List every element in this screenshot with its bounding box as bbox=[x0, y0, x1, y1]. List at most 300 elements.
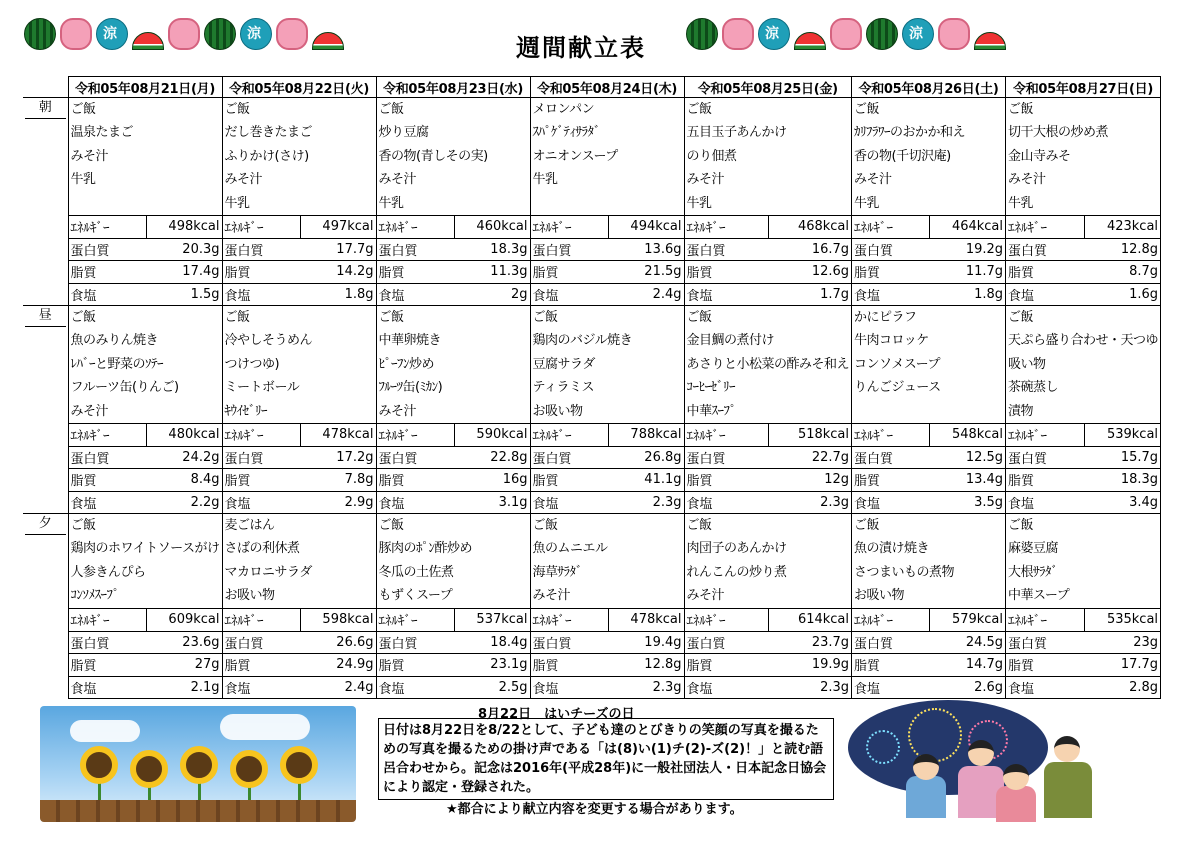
salt-label: 食塩 bbox=[530, 283, 608, 306]
day-header: 令和05年08月23日(水) bbox=[376, 77, 530, 98]
protein-value: 22.7g bbox=[769, 446, 852, 469]
energy-value: 497kcal bbox=[300, 216, 376, 239]
salt-label: 食塩 bbox=[852, 676, 930, 699]
protein-label: 蛋白質 bbox=[1006, 631, 1085, 654]
dish-item: みそ汁 bbox=[686, 588, 725, 604]
dish-item: ご飯 bbox=[854, 102, 880, 117]
salt-value: 1.5g bbox=[146, 283, 222, 306]
fat-value: 11.7g bbox=[930, 261, 1006, 284]
dish-item: 香の物(青しその実) bbox=[378, 148, 488, 164]
dish-item: 肉団子のあんかけ bbox=[686, 541, 787, 557]
fat-value: 27g bbox=[146, 654, 222, 677]
dish-list bbox=[376, 514, 530, 609]
fat-label: 脂質 bbox=[1006, 261, 1085, 284]
dish-item: 豚肉のﾎﾟﾝ酢炒め bbox=[378, 541, 473, 557]
salt-value: 1.8g bbox=[930, 283, 1006, 306]
girl-face bbox=[1003, 764, 1029, 790]
dish-item: 牛乳 bbox=[224, 195, 250, 211]
fat-value: 23.1g bbox=[454, 654, 530, 677]
energy-value: 478kcal bbox=[608, 609, 684, 632]
salt-value: 2.3g bbox=[769, 491, 852, 514]
energy-value: 788kcal bbox=[608, 424, 684, 447]
energy-label: ｴﾈﾙｷﾞｰ bbox=[68, 424, 146, 447]
protein-label: 蛋白質 bbox=[530, 238, 608, 261]
fat-row bbox=[23, 469, 1161, 492]
father-face bbox=[1054, 736, 1080, 762]
energy-value: 518kcal bbox=[769, 424, 852, 447]
fat-label: 脂質 bbox=[376, 654, 454, 677]
dish-item: 牛肉コロッケ bbox=[854, 333, 929, 349]
dish-item: 牛乳 bbox=[854, 195, 880, 211]
salt-value: 2.3g bbox=[769, 676, 852, 699]
dish-item: ご飯 bbox=[378, 310, 404, 325]
protein-label: 蛋白質 bbox=[1006, 238, 1085, 261]
energy-label: ｴﾈﾙｷﾞｰ bbox=[222, 424, 300, 447]
fat-label: 脂質 bbox=[852, 654, 930, 677]
energy-value: 535kcal bbox=[1084, 609, 1161, 632]
dish-item: お吸い物 bbox=[532, 403, 583, 419]
dish-item: ご飯 bbox=[378, 518, 404, 533]
notice-title: 8月22日 はいチーズの日 bbox=[478, 707, 635, 722]
dish-list bbox=[1006, 306, 1161, 424]
fat-row bbox=[23, 654, 1161, 677]
dish-item: ｶﾘﾌﾗﾜｰのおかか和え bbox=[854, 125, 966, 141]
protein-value: 13.6g bbox=[608, 238, 684, 261]
girl-figure bbox=[996, 786, 1036, 822]
dish-item: 魚のムニエル bbox=[532, 541, 608, 557]
energy-row bbox=[23, 424, 1161, 447]
protein-value: 17.2g bbox=[300, 446, 376, 469]
salt-value: 2.4g bbox=[608, 283, 684, 306]
dish-item: 豆腐サラダ bbox=[532, 356, 595, 372]
protein-value: 12.5g bbox=[930, 446, 1006, 469]
meal-label-cell bbox=[23, 306, 68, 514]
dish-item: ご飯 bbox=[686, 310, 712, 325]
fat-label: 脂質 bbox=[530, 261, 608, 284]
protein-row bbox=[23, 631, 1161, 654]
sunflower-icon bbox=[230, 750, 268, 788]
fat-value: 11.3g bbox=[454, 261, 530, 284]
salt-value: 1.7g bbox=[769, 283, 852, 306]
energy-label: ｴﾈﾙｷﾞｰ bbox=[68, 216, 146, 239]
dish-item: 鶏肉のバジル焼き bbox=[532, 333, 633, 349]
energy-label: ｴﾈﾙｷﾞｰ bbox=[530, 424, 608, 447]
fireworks-illustration bbox=[848, 700, 1158, 824]
dish-item: みそ汁 bbox=[70, 403, 109, 419]
protein-value: 24.2g bbox=[146, 446, 222, 469]
protein-label: 蛋白質 bbox=[530, 631, 608, 654]
dish-list bbox=[1006, 98, 1161, 216]
mosquito-coil-icon bbox=[830, 18, 862, 50]
dish-item: 人参きんぴら bbox=[70, 564, 146, 580]
dish-item: 牛乳 bbox=[1008, 195, 1034, 211]
energy-value: 423kcal bbox=[1084, 216, 1161, 239]
fat-label: 脂質 bbox=[852, 261, 930, 284]
energy-label: ｴﾈﾙｷﾞｰ bbox=[684, 609, 769, 632]
meal-label: 昼 bbox=[25, 306, 66, 327]
energy-value: 539kcal bbox=[1084, 424, 1161, 447]
dish-item: だし巻きたまご bbox=[224, 125, 313, 141]
fat-value: 14.2g bbox=[300, 261, 376, 284]
salt-label: 食塩 bbox=[1006, 676, 1085, 699]
sunflower-icon bbox=[130, 750, 168, 788]
fat-value: 14.7g bbox=[930, 654, 1006, 677]
protein-label: 蛋白質 bbox=[68, 238, 146, 261]
salt-row bbox=[23, 283, 1161, 306]
dish-item: 魚のみりん焼き bbox=[70, 333, 159, 349]
firework-burst bbox=[908, 708, 962, 762]
salt-label: 食塩 bbox=[530, 491, 608, 514]
protein-value: 20.3g bbox=[146, 238, 222, 261]
dish-item: マカロニサラダ bbox=[224, 564, 312, 580]
fat-label: 脂質 bbox=[684, 469, 769, 492]
sunflower-illustration bbox=[40, 706, 356, 822]
salt-value: 2.4g bbox=[300, 676, 376, 699]
salt-label: 食塩 bbox=[1006, 283, 1085, 306]
salt-value: 3.5g bbox=[930, 491, 1006, 514]
dish-item: 大根ｻﾗﾀﾞ bbox=[1008, 564, 1058, 580]
energy-value: 548kcal bbox=[930, 424, 1006, 447]
fan-icon bbox=[902, 18, 934, 50]
energy-value: 468kcal bbox=[769, 216, 852, 239]
salt-value: 2.6g bbox=[930, 676, 1006, 699]
salt-value: 2.2g bbox=[146, 491, 222, 514]
watermelon-icon bbox=[132, 32, 164, 50]
salt-value: 2.1g bbox=[146, 676, 222, 699]
energy-label: ｴﾈﾙｷﾞｰ bbox=[530, 216, 608, 239]
salt-label: 食塩 bbox=[68, 283, 146, 306]
fat-label: 脂質 bbox=[68, 654, 146, 677]
dish-item: 鶏肉のホワイトソースがけ bbox=[70, 541, 220, 557]
page-header bbox=[0, 0, 1185, 70]
dish-item: ご飯 bbox=[686, 518, 712, 533]
dish-item: のり佃煮 bbox=[686, 148, 737, 164]
dish-item: オニオンスープ bbox=[532, 148, 618, 164]
dish-item: ｽﾊﾟｹﾞﾃｨｻﾗﾀﾞ bbox=[532, 125, 600, 141]
watermelon-icon bbox=[866, 18, 898, 50]
mosquito-coil-icon bbox=[168, 18, 200, 50]
dish-item: さつまいもの煮物 bbox=[854, 564, 955, 580]
dish-item: ご飯 bbox=[1008, 518, 1034, 533]
dish-item: フルーツ缶(りんご) bbox=[70, 380, 179, 396]
dish-list bbox=[684, 98, 852, 216]
energy-label: ｴﾈﾙｷﾞｰ bbox=[376, 216, 454, 239]
salt-value: 2.3g bbox=[608, 491, 684, 514]
child-figure bbox=[906, 776, 946, 818]
dish-list bbox=[684, 514, 852, 609]
fat-value: 7.8g bbox=[300, 469, 376, 492]
salt-value: 2.3g bbox=[608, 676, 684, 699]
dish-item: 吸い物 bbox=[1008, 356, 1046, 372]
dish-list bbox=[852, 98, 1006, 216]
dish-item: 切干大根の炒め煮 bbox=[1008, 125, 1109, 141]
protein-row bbox=[23, 238, 1161, 261]
fan-icon bbox=[96, 18, 128, 50]
salt-value: 2.5g bbox=[454, 676, 530, 699]
protein-label: 蛋白質 bbox=[222, 631, 300, 654]
dish-list bbox=[376, 98, 530, 216]
energy-label: ｴﾈﾙｷﾞｰ bbox=[1006, 216, 1085, 239]
protein-value: 23.6g bbox=[146, 631, 222, 654]
firework-burst bbox=[866, 730, 900, 764]
protein-label: 蛋白質 bbox=[852, 631, 930, 654]
dish-item: ﾌﾙｰﾂ缶(ﾐｶﾝ) bbox=[378, 380, 443, 396]
dish-item: れんこんの炒り煮 bbox=[686, 564, 787, 580]
dish-list bbox=[222, 306, 376, 424]
fat-value: 8.7g bbox=[1084, 261, 1161, 284]
dish-item: 牛乳 bbox=[378, 195, 404, 211]
father-figure bbox=[1044, 762, 1092, 818]
dish-list bbox=[684, 306, 852, 424]
salt-label: 食塩 bbox=[852, 283, 930, 306]
dish-item: みそ汁 bbox=[70, 148, 109, 164]
salt-label: 食塩 bbox=[684, 491, 769, 514]
salt-value: 3.4g bbox=[1084, 491, 1161, 514]
dish-item: 牛乳 bbox=[686, 195, 712, 211]
menu-change-note: ★都合により献立内容を変更する場合があります。 bbox=[446, 802, 743, 817]
dish-item: 中華スープ bbox=[1008, 588, 1070, 604]
dish-item: ﾋﾟｰﾌﾝ炒め bbox=[378, 356, 435, 372]
protein-label: 蛋白質 bbox=[376, 631, 454, 654]
dish-item: ご飯 bbox=[686, 102, 712, 117]
protein-value: 19.2g bbox=[930, 238, 1006, 261]
day-header: 令和05年08月24日(木) bbox=[530, 77, 684, 98]
protein-value: 19.4g bbox=[608, 631, 684, 654]
dish-item: 冷やしそうめん bbox=[224, 333, 313, 349]
protein-value: 26.6g bbox=[300, 631, 376, 654]
dish-item: もずくスープ bbox=[378, 588, 453, 604]
salt-label: 食塩 bbox=[852, 491, 930, 514]
energy-label: ｴﾈﾙｷﾞｰ bbox=[852, 424, 930, 447]
protein-label: 蛋白質 bbox=[222, 238, 300, 261]
mosquito-coil-icon bbox=[722, 18, 754, 50]
protein-value: 12.8g bbox=[1084, 238, 1161, 261]
meal-label: 夕 bbox=[25, 514, 66, 535]
day-header: 令和05年08月21日(月) bbox=[68, 77, 222, 98]
energy-label: ｴﾈﾙｷﾞｰ bbox=[852, 609, 930, 632]
fat-label: 脂質 bbox=[222, 261, 300, 284]
fat-value: 24.9g bbox=[300, 654, 376, 677]
energy-label: ｴﾈﾙｷﾞｰ bbox=[222, 216, 300, 239]
dish-item: 天ぷら盛り合わせ・天つゆ bbox=[1008, 333, 1159, 349]
protein-label: 蛋白質 bbox=[376, 446, 454, 469]
fat-value: 12.6g bbox=[769, 261, 852, 284]
fat-label: 脂質 bbox=[1006, 654, 1085, 677]
dish-item: みそ汁 bbox=[378, 172, 417, 188]
salt-label: 食塩 bbox=[68, 676, 146, 699]
dish-item: 漬物 bbox=[1008, 403, 1034, 419]
dish-item: ご飯 bbox=[70, 518, 96, 533]
protein-value: 23g bbox=[1084, 631, 1161, 654]
dish-list bbox=[852, 514, 1006, 609]
salt-label: 食塩 bbox=[222, 491, 300, 514]
dish-list bbox=[68, 514, 222, 609]
protein-value: 15.7g bbox=[1084, 446, 1161, 469]
dish-item: みそ汁 bbox=[1008, 172, 1046, 188]
meal-label: 朝 bbox=[25, 98, 66, 119]
fat-label: 脂質 bbox=[684, 261, 769, 284]
energy-value: 598kcal bbox=[300, 609, 376, 632]
salt-label: 食塩 bbox=[222, 283, 300, 306]
dish-item: ご飯 bbox=[224, 102, 250, 117]
fat-label: 脂質 bbox=[222, 654, 300, 677]
summer-decoration-right bbox=[686, 12, 1006, 56]
dish-item: 中華卵焼き bbox=[378, 333, 442, 349]
watermelon-icon bbox=[24, 18, 56, 50]
weekly-menu-table bbox=[23, 76, 1161, 699]
salt-value: 2.9g bbox=[300, 491, 376, 514]
child-face bbox=[913, 754, 939, 780]
dish-item: お吸い物 bbox=[854, 588, 905, 604]
dish-item: あさりと小松菜の酢みそ和え bbox=[686, 356, 850, 372]
salt-label: 食塩 bbox=[376, 283, 454, 306]
protein-label: 蛋白質 bbox=[222, 446, 300, 469]
protein-row bbox=[23, 446, 1161, 469]
dish-list bbox=[530, 98, 684, 216]
notice-box: 日付は8月22日を8/22として、子ども達のとびきりの笑顔の写真を撮るための写真を撮るための掛け声である「は(8)い(1)チ(2)-ズ(2)！」と読む語呂合わせから。記念は2016年(平成28年)に一般社団法人・日本記念日協会により認定・登録された。 bbox=[378, 718, 834, 800]
energy-value: 464kcal bbox=[930, 216, 1006, 239]
energy-label: ｴﾈﾙｷﾞｰ bbox=[222, 609, 300, 632]
protein-label: 蛋白質 bbox=[1006, 446, 1085, 469]
day-header-row bbox=[23, 77, 1161, 98]
dish-item: 冬瓜の土佐煮 bbox=[378, 564, 454, 580]
dish-item: メロンパン bbox=[532, 102, 595, 117]
energy-value: 579kcal bbox=[930, 609, 1006, 632]
protein-label: 蛋白質 bbox=[68, 446, 146, 469]
dish-row bbox=[23, 98, 1161, 216]
energy-value: 460kcal bbox=[454, 216, 530, 239]
dish-list bbox=[222, 514, 376, 609]
dish-item: かにピラフ bbox=[854, 310, 917, 325]
dish-item: みそ汁 bbox=[686, 172, 725, 188]
dish-row bbox=[23, 306, 1161, 424]
dish-row bbox=[23, 514, 1161, 609]
salt-label: 食塩 bbox=[530, 676, 608, 699]
salt-label: 食塩 bbox=[684, 283, 769, 306]
dish-list bbox=[530, 306, 684, 424]
fat-value: 13.4g bbox=[930, 469, 1006, 492]
dish-list bbox=[1006, 514, 1161, 609]
dish-item: ご飯 bbox=[1008, 102, 1034, 117]
energy-value: 609kcal bbox=[146, 609, 222, 632]
dish-item: ふりかけ(さけ) bbox=[224, 148, 309, 164]
dish-item: 麦ごはん bbox=[224, 518, 275, 533]
salt-row bbox=[23, 491, 1161, 514]
energy-label: ｴﾈﾙｷﾞｰ bbox=[684, 424, 769, 447]
mother-face bbox=[968, 740, 994, 766]
salt-value: 2.8g bbox=[1084, 676, 1161, 699]
dish-list bbox=[376, 306, 530, 424]
dish-item: コンソメスープ bbox=[854, 356, 940, 372]
meal-label-cell bbox=[23, 514, 68, 699]
dish-item: ｺﾝｿﾒｽｰﾌﾟ bbox=[70, 588, 119, 604]
dish-item: 茶碗蒸し bbox=[1008, 380, 1059, 396]
day-header: 令和05年08月25日(金) bbox=[684, 77, 852, 98]
energy-value: 480kcal bbox=[146, 424, 222, 447]
dish-item: ｺｰﾋｰｾﾞﾘｰ bbox=[686, 380, 735, 396]
energy-value: 614kcal bbox=[769, 609, 852, 632]
page-title: 週間献立表 bbox=[516, 34, 646, 62]
dish-item: 温泉たまご bbox=[70, 125, 134, 141]
day-header: 令和05年08月27日(日) bbox=[1006, 77, 1161, 98]
dish-item: ｷｳｲｾﾞﾘｰ bbox=[224, 403, 267, 419]
mosquito-coil-icon bbox=[276, 18, 308, 50]
dish-list bbox=[68, 306, 222, 424]
fat-label: 脂質 bbox=[68, 261, 146, 284]
day-header: 令和05年08月26日(土) bbox=[852, 77, 1006, 98]
summer-decoration-left bbox=[24, 12, 344, 56]
fat-value: 12g bbox=[769, 469, 852, 492]
dish-item: ご飯 bbox=[532, 518, 558, 533]
dish-item: さばの利休煮 bbox=[224, 541, 300, 557]
fat-value: 8.4g bbox=[146, 469, 222, 492]
energy-label: ｴﾈﾙｷﾞｰ bbox=[68, 609, 146, 632]
fat-label: 脂質 bbox=[530, 469, 608, 492]
energy-value: 590kcal bbox=[454, 424, 530, 447]
protein-label: 蛋白質 bbox=[530, 446, 608, 469]
protein-value: 23.7g bbox=[769, 631, 852, 654]
protein-value: 24.5g bbox=[930, 631, 1006, 654]
dish-item: みそ汁 bbox=[532, 588, 571, 604]
fat-value: 18.3g bbox=[1084, 469, 1161, 492]
salt-label: 食塩 bbox=[222, 676, 300, 699]
watermelon-icon bbox=[974, 32, 1006, 50]
protein-value: 17.7g bbox=[300, 238, 376, 261]
protein-value: 26.8g bbox=[608, 446, 684, 469]
dish-item: りんごジュース bbox=[854, 380, 941, 396]
fat-label: 脂質 bbox=[376, 261, 454, 284]
fat-value: 19.9g bbox=[769, 654, 852, 677]
fat-label: 脂質 bbox=[852, 469, 930, 492]
fat-row bbox=[23, 261, 1161, 284]
protein-label: 蛋白質 bbox=[684, 446, 769, 469]
dish-list bbox=[530, 514, 684, 609]
energy-value: 498kcal bbox=[146, 216, 222, 239]
salt-value: 1.6g bbox=[1084, 283, 1161, 306]
fat-value: 21.5g bbox=[608, 261, 684, 284]
dish-item: ご飯 bbox=[532, 310, 558, 325]
soil-strip bbox=[40, 800, 356, 822]
salt-label: 食塩 bbox=[684, 676, 769, 699]
dish-item: みそ汁 bbox=[854, 172, 892, 188]
protein-label: 蛋白質 bbox=[376, 238, 454, 261]
fat-value: 41.1g bbox=[608, 469, 684, 492]
dish-item: ご飯 bbox=[854, 518, 880, 533]
sunflower-icon bbox=[180, 746, 218, 784]
dish-item: 金目鯛の煮付け bbox=[686, 333, 775, 349]
fat-value: 16g bbox=[454, 469, 530, 492]
protein-label: 蛋白質 bbox=[852, 238, 930, 261]
salt-label: 食塩 bbox=[68, 491, 146, 514]
fat-label: 脂質 bbox=[684, 654, 769, 677]
energy-row bbox=[23, 216, 1161, 239]
dish-item: 中華ｽｰﾌﾟ bbox=[686, 403, 737, 419]
dish-item: 牛乳 bbox=[532, 172, 558, 188]
watermelon-icon bbox=[312, 32, 344, 50]
energy-value: 478kcal bbox=[300, 424, 376, 447]
dish-list bbox=[222, 98, 376, 216]
energy-label: ｴﾈﾙｷﾞｰ bbox=[1006, 609, 1085, 632]
energy-label: ｴﾈﾙｷﾞｰ bbox=[376, 424, 454, 447]
sunflower-icon bbox=[80, 746, 118, 784]
corner-cell bbox=[23, 77, 68, 98]
dish-item: ご飯 bbox=[378, 102, 404, 117]
protein-label: 蛋白質 bbox=[68, 631, 146, 654]
fat-label: 脂質 bbox=[222, 469, 300, 492]
salt-row bbox=[23, 676, 1161, 699]
fat-value: 17.4g bbox=[146, 261, 222, 284]
dish-item: ミートボール bbox=[224, 380, 300, 396]
